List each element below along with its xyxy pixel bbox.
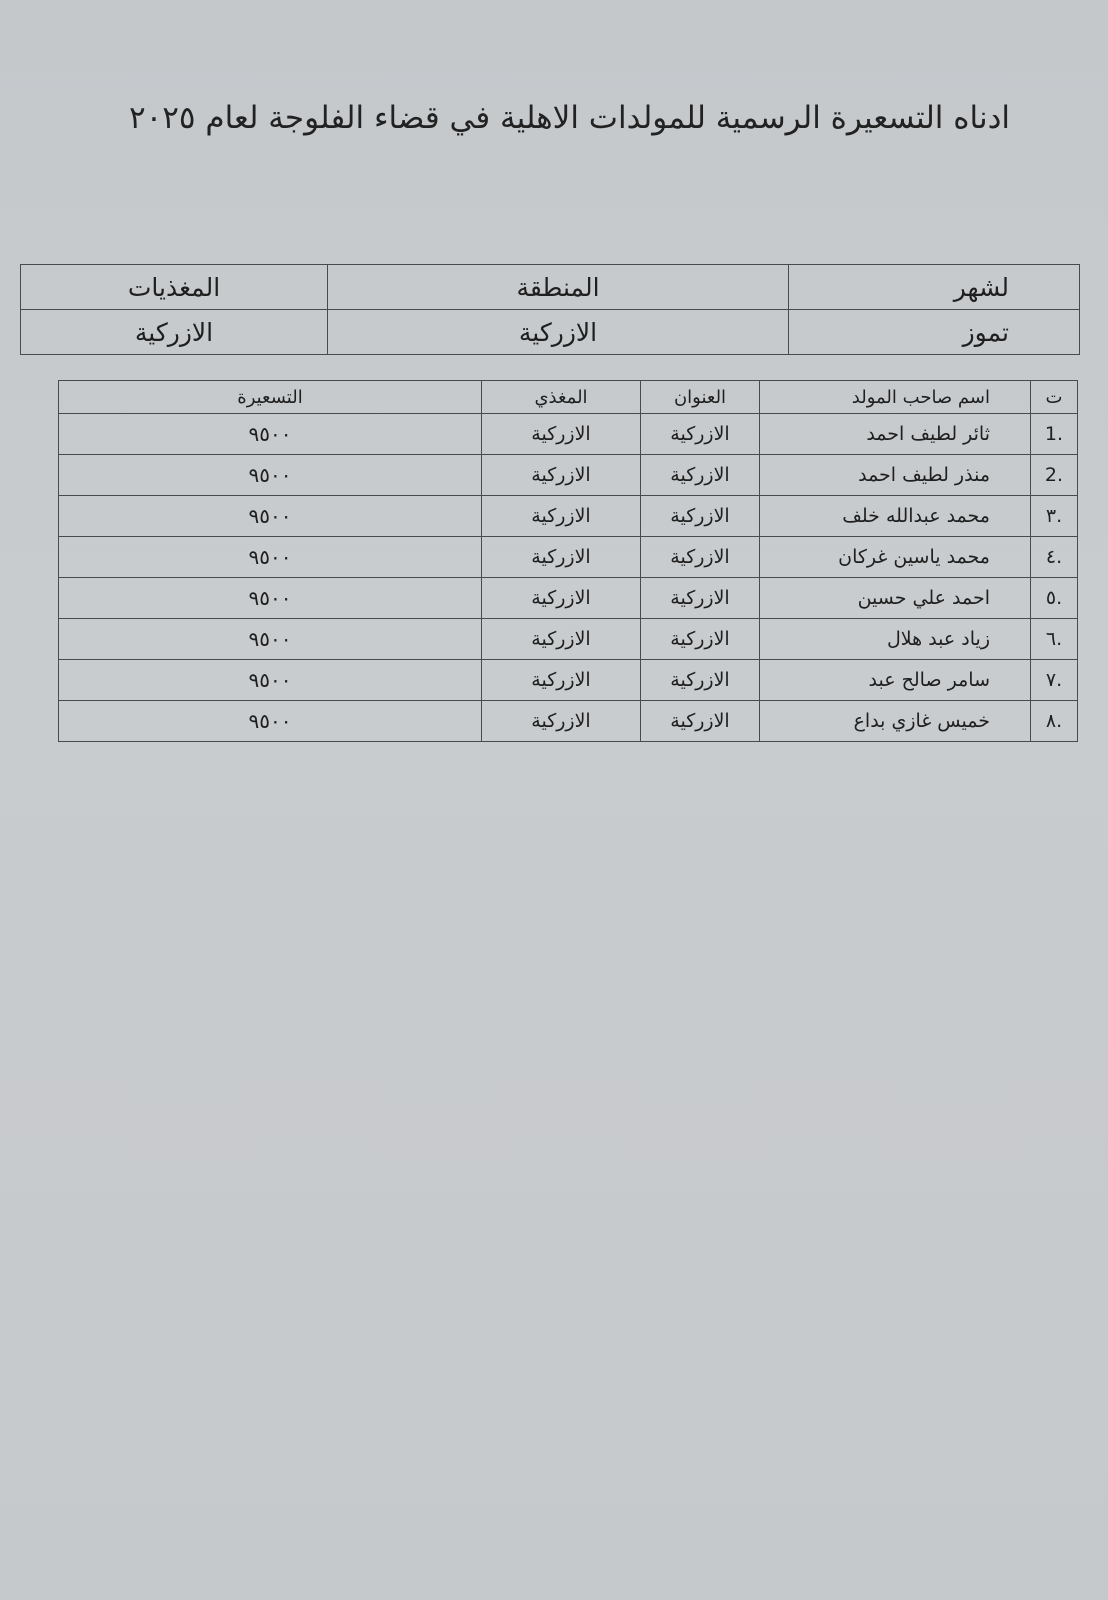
feeds-header: المغذيات	[21, 265, 328, 310]
document-title: ادناه التسعيرة الرسمية للمولدات الاهلية في قضاء الفلوجة لعام ٢٠٢٥	[128, 100, 1010, 136]
price-cell: ٩٥٠٠	[59, 496, 482, 537]
table-row	[59, 701, 1078, 742]
table-row	[59, 414, 1078, 455]
table-row	[59, 619, 1078, 660]
address-column-header: العنوان	[641, 381, 760, 414]
owner-name: محمد ياسين غركان	[760, 537, 1031, 578]
owner-name: منذر لطيف احمد	[760, 455, 1031, 496]
region-header: المنطقة	[328, 265, 789, 310]
table-row	[59, 578, 1078, 619]
generator-roster-table	[58, 380, 1078, 742]
month-header: لشهر	[789, 265, 1080, 310]
table-row	[59, 455, 1078, 496]
price-cell: ٩٥٠٠	[59, 660, 482, 701]
row-index: .٨	[1031, 701, 1078, 742]
owner-name: خميس غازي بداع	[760, 701, 1031, 742]
owner-name: ثائر لطيف احمد	[760, 414, 1031, 455]
address-cell: الازركية	[641, 455, 760, 496]
feeder-cell: الازركية	[482, 414, 641, 455]
price-column-header: التسعيرة	[59, 381, 482, 414]
price-cell: ٩٥٠٠	[59, 701, 482, 742]
feeder-cell: الازركية	[482, 537, 641, 578]
address-cell: الازركية	[641, 660, 760, 701]
summary-value-row	[21, 310, 1080, 355]
address-cell: الازركية	[641, 578, 760, 619]
row-index: .٧	[1031, 660, 1078, 701]
summary-header-row	[21, 265, 1080, 310]
feeder-column-header: المغذي	[482, 381, 641, 414]
price-cell: ٩٥٠٠	[59, 455, 482, 496]
address-cell: الازركية	[641, 496, 760, 537]
table-row	[59, 496, 1078, 537]
price-cell: ٩٥٠٠	[59, 414, 482, 455]
feeder-cell: الازركية	[482, 578, 641, 619]
row-index: .2	[1031, 455, 1078, 496]
owner-name: زياد عبد هلال	[760, 619, 1031, 660]
roster-header-row	[59, 381, 1078, 414]
feeder-cell: الازركية	[482, 455, 641, 496]
feeds-value: الازركية	[21, 310, 328, 355]
owner-name: احمد علي حسين	[760, 578, 1031, 619]
address-cell: الازركية	[641, 414, 760, 455]
summary-table	[20, 264, 1080, 355]
address-cell: الازركية	[641, 701, 760, 742]
row-index: .٣	[1031, 496, 1078, 537]
owner-column-header: اسم صاحب المولد	[760, 381, 1031, 414]
feeder-cell: الازركية	[482, 660, 641, 701]
address-cell: الازركية	[641, 619, 760, 660]
row-index: .٥	[1031, 578, 1078, 619]
table-row	[59, 537, 1078, 578]
address-cell: الازركية	[641, 537, 760, 578]
index-column-header: ت	[1031, 381, 1078, 414]
table-row	[59, 660, 1078, 701]
row-index: .٤	[1031, 537, 1078, 578]
owner-name: محمد عبدالله خلف	[760, 496, 1031, 537]
price-cell: ٩٥٠٠	[59, 619, 482, 660]
feeder-cell: الازركية	[482, 701, 641, 742]
feeder-cell: الازركية	[482, 496, 641, 537]
region-value: الازركية	[328, 310, 789, 355]
owner-name: سامر صالح عبد	[760, 660, 1031, 701]
row-index: .٦	[1031, 619, 1078, 660]
row-index: .1	[1031, 414, 1078, 455]
month-value: تموز	[789, 310, 1080, 355]
price-cell: ٩٥٠٠	[59, 537, 482, 578]
price-cell: ٩٥٠٠	[59, 578, 482, 619]
feeder-cell: الازركية	[482, 619, 641, 660]
